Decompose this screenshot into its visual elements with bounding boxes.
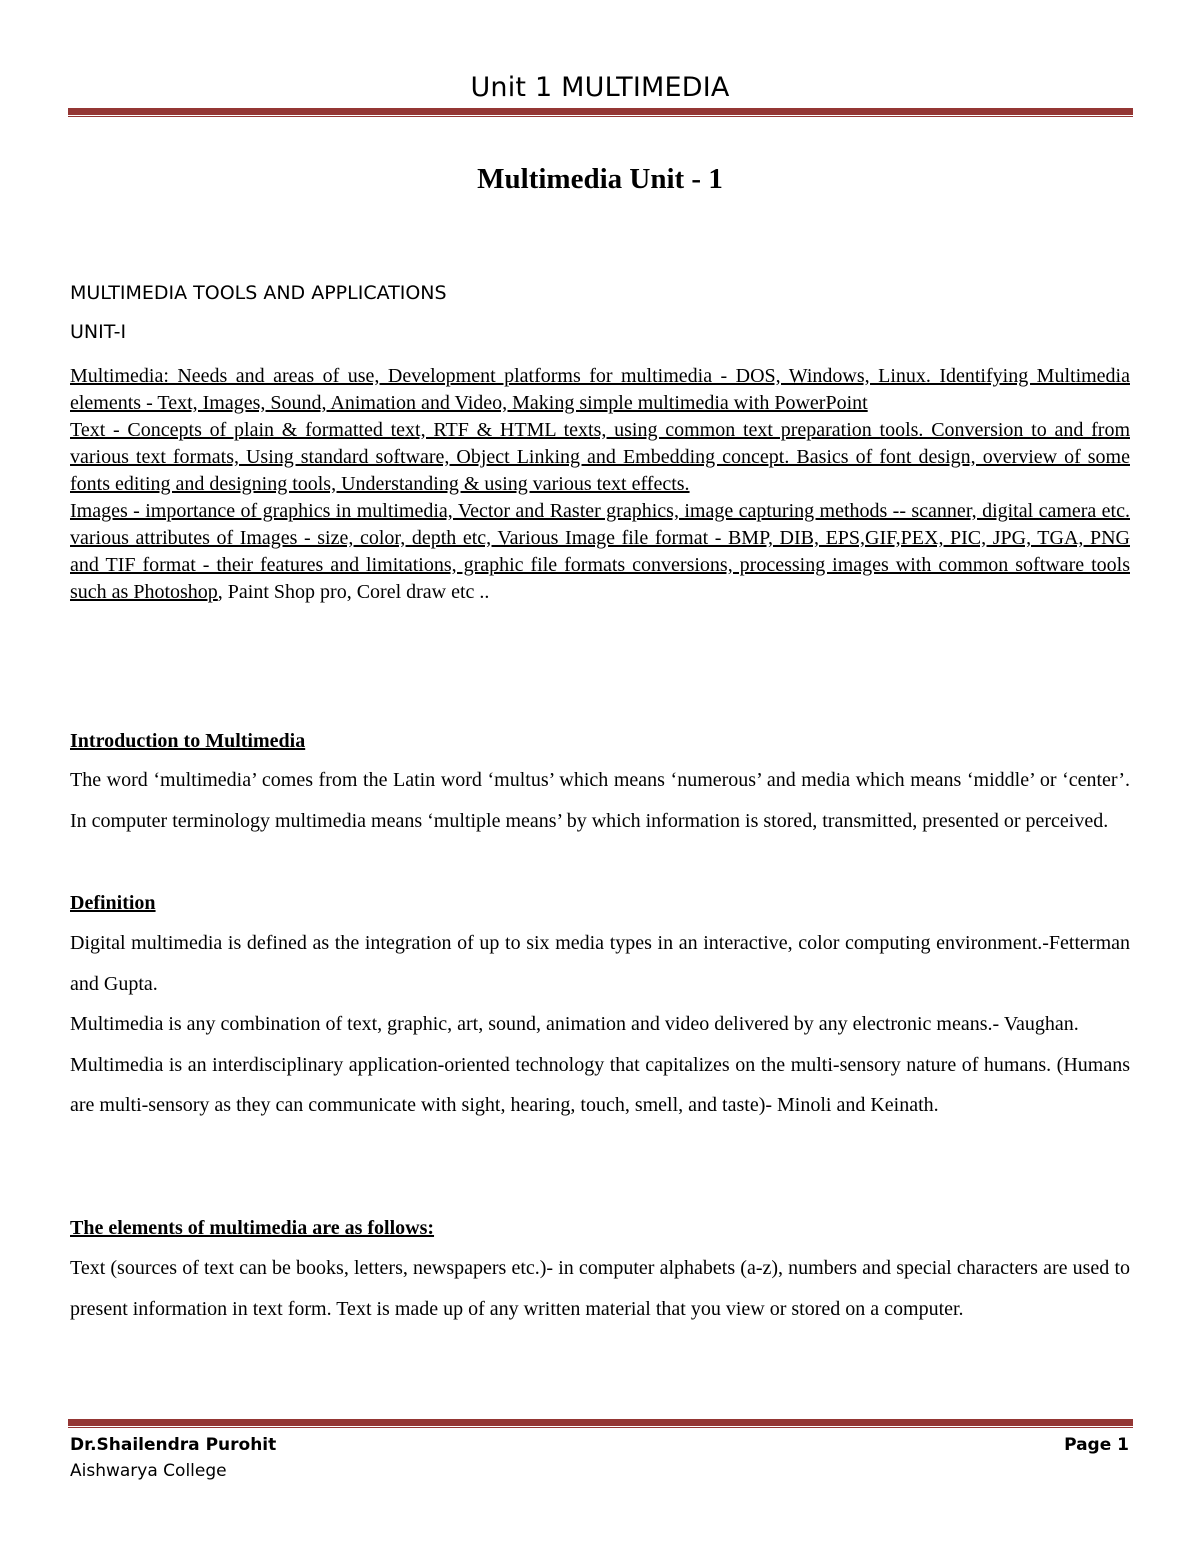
intro-section-heading	[70, 728, 1130, 754]
header-rule-thick	[68, 108, 1133, 115]
tools-heading: MULTIMEDIA TOOLS AND APPLICATIONS	[70, 282, 447, 304]
intro-section-body	[70, 760, 1130, 841]
elements-section-body	[70, 1248, 1130, 1329]
syllabus-images-underlined: Images - importance of graphics in multimedia, Vector and Raster graphics, image capturing methods -- scanner, digital camera etc. various attributes of Images - size, color, depth etc, Various Image file format - BMP, DIB, EPS,GIF,PEX, PIC, JPG, TGA, PNG and TIF format - their features and limitations, graphic file formats conversions, processing images with common software tools such as Photoshop	[70, 500, 1130, 603]
definition-section-heading	[70, 890, 1130, 916]
definition-paragraph-3: Multimedia is an interdisciplinary application-oriented technology that capitalizes on the multi-sensory nature of humans. (Humans are multi-sensory as they can communicate with sight, hearing, touch, smell, and taste)- Minoli and Keinath.	[70, 1053, 1130, 1116]
syllabus-paragraph-text: Text - Concepts of plain & formatted text, RTF & HTML texts, using common text preparation tools. Conversion to and from various text formats, Using standard software, Object Linking and Embedding concept. Basics of font design, overview of some fonts editing and designing tools, Understanding & using various text effects.	[70, 419, 1130, 495]
intro-heading: Introduction to Multimedia	[70, 730, 306, 752]
footer-rule	[68, 1419, 1133, 1428]
definition-paragraph-1: Digital multimedia is defined as the integration of up to six media types in an interactive, color computing environment.-Fetterman and Gupta.	[70, 932, 1130, 995]
header-rule	[68, 108, 1133, 117]
definition-section-body	[70, 923, 1130, 1126]
syllabus-images-plain: , Paint Shop pro, Corel draw etc ..	[217, 581, 490, 603]
unit-label: UNIT-I	[70, 321, 127, 343]
footer-college: Aishwarya College	[70, 1461, 227, 1481]
footer-rule-thick	[68, 1419, 1133, 1426]
syllabus-paragraph-multimedia: Multimedia: Needs and areas of use, Development platforms for multimedia - DOS, Windows, Linux. Identifying Multimedia elements - Text, Images, Sound, Animation and Video, Making simple multimedia with PowerPoint	[70, 365, 1130, 414]
elements-heading: The elements of multimedia are as follows:	[70, 1217, 435, 1239]
document-title: Multimedia Unit - 1	[477, 163, 723, 195]
syllabus-paragraph-images	[70, 498, 1130, 606]
elements-section-heading	[70, 1215, 1130, 1241]
footer-author: Dr.Shailendra Purohit	[70, 1435, 277, 1455]
running-header-title: Unit 1 MULTIMEDIA	[470, 72, 730, 103]
header-rule-thin	[68, 116, 1133, 117]
syllabus-block	[70, 363, 1130, 606]
definition-heading: Definition	[70, 892, 156, 914]
definition-paragraph-2: Multimedia is any combination of text, graphic, art, sound, animation and video delivered by any electronic means.- Vaughan.	[70, 1013, 1079, 1035]
intro-paragraph: The word ‘multimedia’ comes from the Latin word ‘multus’ which means ‘numerous’ and media which means ‘middle’ or ‘center’. In computer terminology multimedia means ‘multiple means’ by which information is stored, transmitted, presented or perceived.	[70, 769, 1130, 832]
footer-rule-thin	[68, 1427, 1133, 1428]
footer-page-number: Page 1	[1064, 1435, 1129, 1455]
elements-paragraph: Text (sources of text can be books, letters, newspapers etc.)- in computer alphabets (a-z), numbers and special characters are used to present information in text form. Text is made up of any written material that you view or stored on a computer.	[70, 1257, 1130, 1320]
